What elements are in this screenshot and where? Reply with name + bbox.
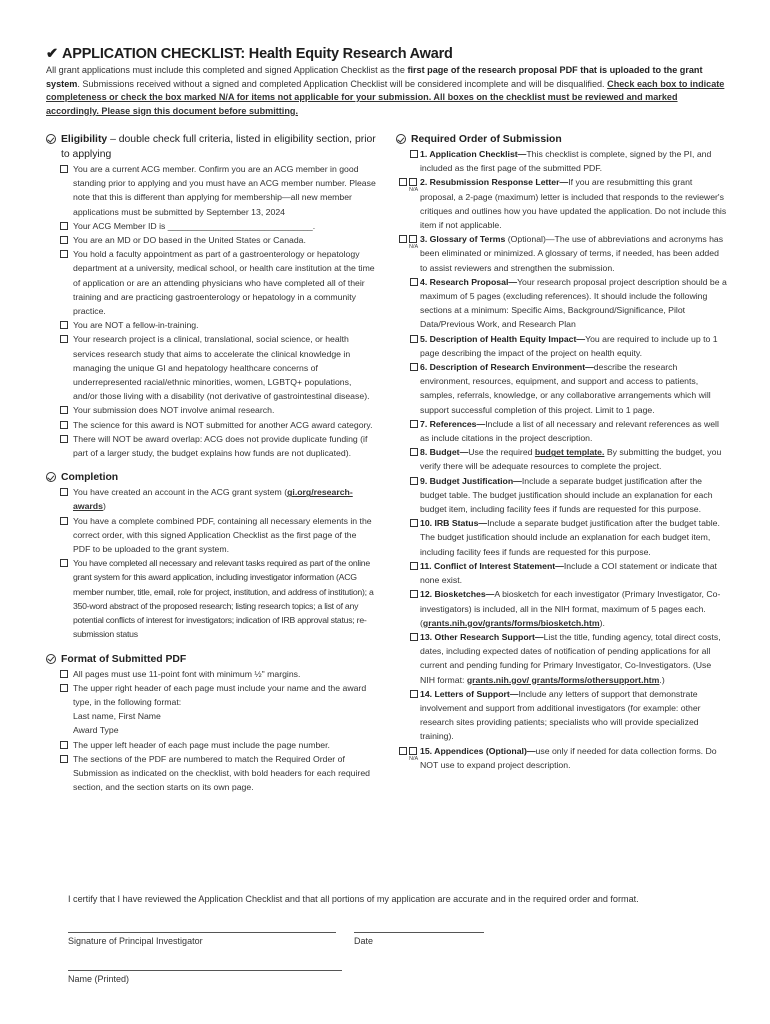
format-line-name: Last name, First Name: [73, 711, 161, 722]
required-item-text: By submitting the budget, you verify there will be adequate resources to complete the project.: [420, 447, 722, 472]
required-item-title: 13. Other Research Support—: [420, 631, 544, 642]
required-item-text: Include a list of all necessary and relevant references as well as include citations in the project description.: [420, 418, 719, 444]
required-item-text: Include a separate budget justification after the budget table. The budget justification should include an explanation for each budget item, including facility fees if funds are requested for this purpose.: [420, 518, 720, 557]
na-label: N/A: [409, 244, 419, 251]
date-label: Date: [354, 936, 374, 946]
checkbox[interactable]: [60, 222, 68, 230]
required-item: [396, 147, 728, 175]
checkbox[interactable]: [410, 335, 418, 343]
date-line[interactable]: [354, 932, 484, 933]
intro-paragraph: [46, 64, 726, 118]
required-item-title: 4. Research Proposal—: [420, 276, 518, 287]
required-item-title: 12. Biosketches—: [420, 589, 495, 600]
eligibility-item-text: You are a current ACG member. Confirm you are an ACG member in good standing prior to applying and you must have an ACG member number. Please note that this is different than applying for membership—all new member applications must be submitted by September 13, 2024: [73, 164, 376, 217]
na-checkbox[interactable]: [399, 747, 407, 755]
budget-template-link[interactable]: budget template.: [534, 447, 605, 458]
required-item-text: use only if needed for data collection forms. Do NOT use to expand project description.: [420, 745, 717, 770]
required-item-title: 8. Budget—: [420, 447, 469, 458]
required-item-text: .): [659, 674, 665, 685]
format-item-text: The upper left header of each page must include the page number.: [73, 739, 330, 750]
required-item: [396, 516, 728, 559]
left-column: [46, 132, 376, 800]
eligibility-item-text: You hold a faculty appointment as part of a gastroenterology or hepatology department at a university, medical school, or health care institution at the time of application or are an attending physicians who have completed all of their training and are practicing gastroenterology or hepatology in a community practice.: [73, 249, 375, 317]
required-item-title: 9. Budget Justification—: [420, 475, 522, 486]
checkbox[interactable]: [60, 559, 68, 567]
checkbox[interactable]: [409, 747, 417, 755]
completion-title: Completion: [61, 472, 119, 484]
required-item-title: 15. Appendices (Optional)—: [420, 745, 536, 756]
required-item-text: Use the required: [468, 447, 535, 458]
completion-item-text: You have created an account in the ACG grant system (: [73, 487, 288, 498]
completion-item-text: ): [102, 501, 106, 512]
completion-item-text: You have a complete combined PDF, containing all necessary elements in the correct order, with this signed Application Checklist as the first page of the PDF to be uploaded to the grant system.: [73, 515, 372, 555]
required-item: [396, 744, 728, 772]
checkbox[interactable]: [60, 435, 68, 443]
format-heading: [46, 652, 376, 667]
intro-text-2: . Submissions received without a signed and completed Application Checklist will be considered incomplete and will be disqualified.: [77, 78, 608, 89]
completion-item-text: You have completed all necessary and relevant tasks required as part of the online grant system for this award application, including investigator information (ACG member number, title, email, role for project, institution, and address of institution); a 350-word abstract of the proposed research; listing research topics; a list of any potential conflicts of interest for investigators; indication of IRB approval status; re-submission status: [73, 558, 374, 640]
eligibility-item: [60, 418, 376, 432]
required-item: [396, 630, 728, 687]
eligibility-item-text: You are NOT a fellow-in-training.: [73, 320, 199, 331]
required-item: [396, 445, 728, 473]
checkbox[interactable]: [60, 684, 68, 692]
checkbox[interactable]: [60, 165, 68, 173]
eligibility-item: [60, 219, 376, 233]
required-item-title: 7. References—: [420, 418, 486, 429]
eligibility-item: [60, 162, 376, 219]
format-title: Format of Submitted PDF: [61, 653, 187, 665]
required-item-text: This checklist is complete, signed by the PI, and included as the first page of the submitted PDF.: [420, 149, 712, 174]
required-item-text: Include any letters of support that demonstrate involvement and support from additional investigators (for example: other research sites providing patients; specialists who will provide specialized training).: [420, 688, 701, 742]
required-item-title: 2. Resubmission Response Letter—: [420, 177, 569, 188]
checkmark-icon: ✔: [46, 46, 58, 62]
checkbox[interactable]: [409, 235, 417, 243]
required-item-title: 1. Application Checklist—: [420, 149, 527, 159]
required-item-text: ).: [599, 617, 605, 628]
completion-item: [60, 514, 376, 557]
eligibility-item-text: You are an MD or DO based in the United States or Canada.: [73, 235, 306, 246]
required-item: [396, 175, 728, 232]
eligibility-item-text: There will NOT be award overlap: ACG does not provide duplicate funding (if part of a larger study, the budget explains how funds are not duplicated).: [73, 433, 368, 459]
format-item-text: All pages must use 11-point font with minimum ½" margins.: [73, 668, 301, 679]
checkbox[interactable]: [409, 178, 417, 186]
eligibility-item: [60, 332, 376, 403]
required-item: [396, 275, 728, 332]
required-item-text: A biosketch for each investigator (Primary Investigator, Co-investigators) is included, all in the NIH format, maximum of 5 pages each. (: [420, 589, 721, 628]
na-checkbox[interactable]: [399, 178, 407, 186]
required-item: [396, 332, 728, 360]
required-item: [396, 587, 728, 630]
eligibility-item: [60, 403, 376, 417]
checkbox[interactable]: [60, 488, 68, 496]
required-item: [396, 474, 728, 517]
required-item-text: If you are resubmitting this grant proposal, a 2-page (maximum) letter is included that responds to the reviewer's critiques and outlines how you have updated the application. Do not include this item if not applicable.: [420, 177, 727, 231]
format-item-text: The sections of the PDF are numbered to match the Required Order of Submission as indicated on the checklist, with bold headers for each required section, and the section starts on its own page.: [73, 753, 370, 793]
checkbox[interactable]: [410, 690, 418, 698]
na-checkbox[interactable]: [399, 235, 407, 243]
othersupport-link[interactable]: grants.nih.gov/ grants/forms/othersupport.htm: [466, 674, 660, 685]
right-column: [396, 132, 728, 772]
eligibility-item: [60, 318, 376, 332]
checkbox[interactable]: [410, 519, 418, 527]
checkbox[interactable]: [410, 562, 418, 570]
checkbox[interactable]: [410, 633, 418, 641]
signature-line[interactable]: [68, 932, 336, 933]
completion-section: [46, 470, 376, 641]
required-item-text: Your research proposal project description should be a maximum of 5 pages (excluding references). It should include the following sections at a minimum: Specific Aims, Background/Significance, Pilot Data/Previous Work, and Research Plan: [420, 276, 727, 330]
checkbox[interactable]: [410, 278, 418, 286]
format-item: [60, 752, 376, 795]
checkbox[interactable]: [410, 477, 418, 485]
eligibility-section: [46, 132, 376, 460]
na-label: N/A: [409, 755, 419, 762]
certification-statement: I certify that I have reviewed the Application Checklist and that all portions of my application are accurate and in the required order and format.: [68, 894, 639, 904]
checkbox[interactable]: [60, 670, 68, 678]
format-item: [60, 681, 376, 738]
checkbox[interactable]: [60, 517, 68, 525]
checkbox[interactable]: [60, 236, 68, 244]
required-item: [396, 417, 728, 445]
biosketch-link[interactable]: grants.nih.gov/grants/forms/biosketch.htm: [422, 617, 600, 628]
eligibility-item: [60, 247, 376, 318]
na-label: N/A: [409, 187, 419, 194]
completion-heading: [46, 470, 376, 485]
eligibility-title: Eligibility: [61, 134, 108, 145]
intro-text-1: All grant applications must include this completed and signed Application Checklist as the: [46, 65, 408, 75]
required-item: [396, 360, 728, 417]
eligibility-item: [60, 432, 376, 460]
title-text: APPLICATION CHECKLIST: Health Equity Research Award: [61, 46, 453, 62]
printed-name-line[interactable]: [68, 970, 342, 971]
eligibility-item-text: Your ACG Member ID is ______________________________.: [73, 220, 316, 231]
required-item-text: Include a COI statement or indicate that none exist.: [420, 560, 717, 586]
page-title: [46, 46, 453, 62]
format-item: [60, 738, 376, 752]
circle-check-icon: [46, 134, 56, 144]
required-item-text: Include a separate budget justification after the budget table. The budget justification should include an explanation for each budget item, including facility fees if funds are requested for this purpose.: [420, 475, 713, 515]
checkbox[interactable]: [410, 590, 418, 598]
required-order-heading: [396, 132, 728, 147]
checkbox[interactable]: [60, 250, 68, 258]
required-item-title: 6. Description of Research Environment—: [420, 362, 594, 373]
completion-item: [60, 556, 376, 641]
eligibility-heading: [46, 132, 376, 162]
format-item-text: The upper right header of each page must include your name and the award type, in the following format:: [73, 682, 367, 707]
eligibility-item-text: Your submission does NOT involve animal research.: [73, 405, 275, 416]
eligibility-subtitle: – double check full criteria, listed in eligibility section, prior to applying: [61, 134, 376, 160]
checkbox[interactable]: [410, 363, 418, 371]
required-item-title: 5. Description of Health Equity Impact—: [420, 333, 586, 344]
intro-bold: first page of the research proposal PDF that is uploaded to the grant system: [46, 65, 703, 89]
format-line-award: Award Type: [73, 725, 119, 736]
required-item-title: 3. Glossary of Terms: [420, 234, 506, 245]
required-item-text: List the title, funding agency, total direct costs, dates, including expected dates of notification of pending applications for all current and pending funding for Primary Investigator, Co-Investigators. (Use NIH format:: [420, 631, 721, 685]
research-awards-link[interactable]: gi.org/research-awards: [73, 487, 353, 512]
checkbox[interactable]: [410, 420, 418, 428]
circle-check-icon: [396, 134, 406, 144]
required-order-title: Required Order of Submission: [411, 134, 562, 145]
eligibility-item-text: The science for this award is NOT submitted for another ACG award category.: [73, 419, 373, 430]
signature-label: Signature of Principal Investigator: [68, 936, 203, 946]
eligibility-item: [60, 233, 376, 247]
format-item: [60, 667, 376, 681]
checkbox[interactable]: [60, 755, 68, 763]
checkbox[interactable]: [60, 335, 68, 343]
intro-underline: Check each box to indicate completeness or check the box marked N/A for items not applicable for your submission. All boxes on the checklist must be reviewed and marked accordingly. Please sign this document before submitting.: [46, 78, 725, 116]
required-item-title: 10. IRB Status—: [420, 518, 488, 529]
circle-check-icon: [46, 472, 56, 482]
checkbox[interactable]: [60, 741, 68, 749]
required-item: [396, 232, 728, 275]
required-item-title: 11. Conflict of Interest Statement—: [420, 560, 564, 571]
checkbox[interactable]: [60, 406, 68, 414]
format-section: [46, 652, 376, 795]
required-item: [396, 687, 728, 744]
eligibility-item-text: Your research project is a clinical, translational, social science, or health services research study that aims to accelerate the clinical knowledge in managing the unique GI and hepatology healthcare concerns of underrepresented racial/ethnic minorities, women, LGBTQ+ populations, and/or those living with a disability (not derivative of gastrointestinal disease).: [73, 334, 370, 402]
checkbox[interactable]: [410, 150, 418, 158]
required-item-text: describe the research environment, resources, equipment, and support and access to patients, samples, referrals, knowledge, or any collaborative arrangements which will support successful completion of this project. Limit to 1 page.: [420, 362, 711, 415]
checkbox[interactable]: [60, 421, 68, 429]
checkbox[interactable]: [410, 448, 418, 456]
circle-check-icon: [46, 654, 56, 664]
required-item-text: You are required to include up to 1 page describing the impact of the project on health equity.: [420, 333, 718, 358]
checkbox[interactable]: [60, 321, 68, 329]
required-item: [396, 559, 728, 587]
required-item-text: (Optional)—The use of abbreviations and acronyms has been eliminated or minimized. A glossary of terms, if needed, has been added to assist reviewers and strengthen the submission.: [420, 234, 724, 273]
printed-name-label: Name (Printed): [68, 974, 130, 984]
completion-item: [60, 485, 376, 513]
required-item-title: 14. Letters of Support—: [420, 688, 519, 699]
